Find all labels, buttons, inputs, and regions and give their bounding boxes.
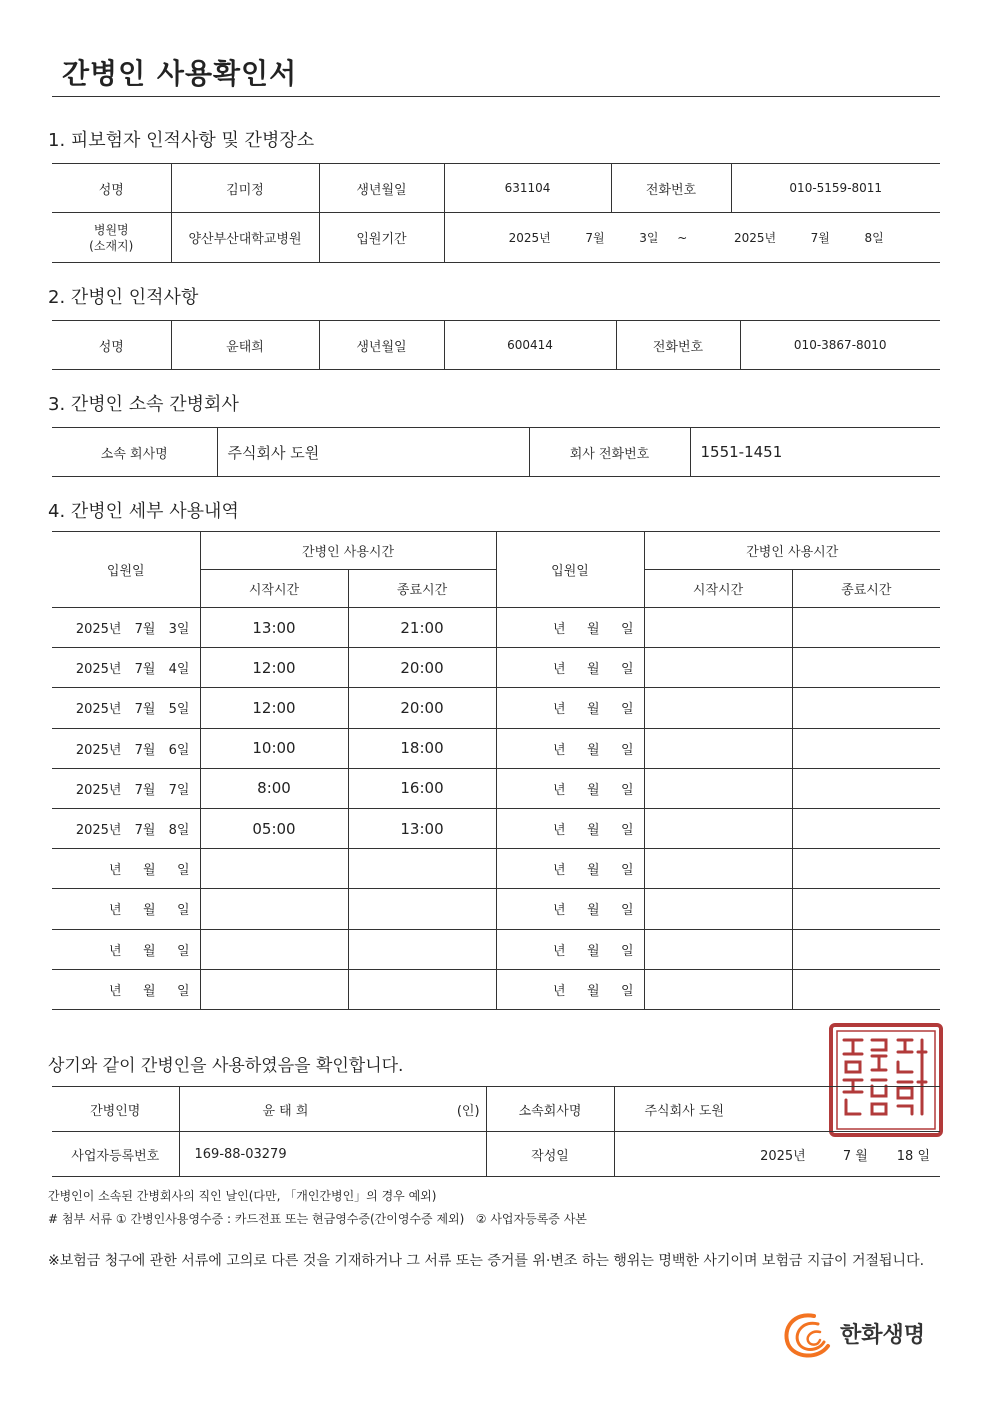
date-d: 일 (176, 943, 190, 959)
caregiver-name: 윤태희 (171, 321, 319, 370)
date-d: 일 (176, 903, 190, 919)
date-m: 7월 (134, 742, 156, 758)
usage-start-time-right (644, 808, 792, 848)
company-name-label: 소속 회사명 (52, 428, 217, 477)
usage-date-header-left: 입원일 (52, 532, 200, 608)
date-y: 년 (552, 742, 566, 758)
page-title: 간병인 사용확인서 (62, 57, 298, 90)
sign-company-name: 주식회사 도원 (614, 1087, 940, 1132)
usage-date-left (52, 688, 200, 728)
date-y: 년 (552, 863, 566, 879)
usage-end-time-left (348, 929, 496, 969)
usage-date-right (496, 768, 644, 808)
sign-date-day: 18 일 (896, 1148, 930, 1164)
sign-date-label: 작성일 (486, 1132, 614, 1177)
note-attachments: # 첨부 서류 ① 간병인사용영수증 : 카드전표 또는 현금영수증(간이영수증 제외) ② 사업자등록증 사본 (48, 1212, 587, 1226)
date-d: 일 (620, 943, 634, 959)
date-d: 8일 (168, 823, 190, 839)
usage-start-time-left (200, 889, 348, 929)
date-y: 2025년 (75, 702, 122, 718)
section-2-heading: 2. 간병인 인적사항 (48, 287, 199, 308)
usage-end-time-left: 13:00 (348, 808, 496, 848)
usage-start-time-left (200, 929, 348, 969)
date-y: 년 (108, 983, 122, 999)
caregiver-phone-label: 전화번호 (616, 321, 740, 370)
date-y: 2025년 (75, 622, 122, 638)
sign-date-month: 7 월 (842, 1148, 868, 1164)
date-y: 2025년 (75, 742, 122, 758)
date-y: 년 (552, 903, 566, 919)
usage-end-time-left (348, 849, 496, 889)
usage-start-header-left: 시작시간 (200, 570, 348, 608)
date-y: 년 (108, 903, 122, 919)
usage-start-time-right (644, 969, 792, 1009)
usage-end-time-left: 18:00 (348, 728, 496, 768)
sign-seal-mark: (인) (456, 1103, 480, 1119)
period-end-year: 2025년 (733, 230, 777, 245)
period-start-month: 7월 (585, 230, 605, 245)
date-m: 월 (586, 823, 600, 839)
usage-end-time-left (348, 969, 496, 1009)
usage-date-left (52, 849, 200, 889)
date-m: 월 (586, 622, 600, 638)
date-d: 3일 (168, 622, 190, 638)
date-m: 월 (586, 983, 600, 999)
date-y: 년 (552, 943, 566, 959)
usage-date-right (496, 969, 644, 1009)
usage-end-time-right (792, 728, 940, 768)
usage-date-right (496, 688, 644, 728)
date-y: 년 (552, 823, 566, 839)
usage-time-header-left: 간병인 사용시간 (200, 532, 496, 570)
usage-row (52, 688, 940, 728)
section-4-heading: 4. 간병인 세부 사용내역 (48, 501, 239, 522)
insured-phone-label: 전화번호 (611, 164, 731, 213)
insured-name-label: 성명 (52, 164, 171, 213)
date-m: 7월 (134, 662, 156, 678)
usage-row (52, 969, 940, 1009)
date-y: 년 (552, 622, 566, 638)
date-y: 년 (552, 662, 566, 678)
date-d: 일 (620, 782, 634, 798)
date-d: 일 (620, 622, 634, 638)
date-d: 일 (176, 863, 190, 879)
date-y: 2025년 (75, 782, 122, 798)
hospital-name: 양산부산대학교병원 (171, 213, 319, 263)
date-m: 월 (586, 903, 600, 919)
admission-period (444, 213, 940, 263)
date-m: 월 (142, 983, 156, 999)
company-table (52, 427, 940, 477)
usage-end-time-left: 16:00 (348, 768, 496, 808)
date-m: 7월 (134, 823, 156, 839)
usage-date-left (52, 929, 200, 969)
date-d: 일 (176, 983, 190, 999)
date-d: 일 (620, 742, 634, 758)
caregiver-birth: 600414 (444, 321, 616, 370)
usage-start-time-left: 13:00 (200, 608, 348, 648)
date-d: 일 (620, 863, 634, 879)
usage-date-right (496, 889, 644, 929)
date-d: 4일 (168, 662, 190, 678)
date-m: 월 (586, 742, 600, 758)
title-divider (52, 96, 940, 97)
usage-row (52, 889, 940, 929)
period-start-day: 3일 (639, 230, 659, 245)
insured-name: 김미정 (171, 164, 319, 213)
usage-end-time-right (792, 929, 940, 969)
sign-caregiver-label: 간병인명 (52, 1087, 179, 1132)
usage-end-time-right (792, 969, 940, 1009)
date-d: 일 (620, 823, 634, 839)
date-y: 년 (552, 702, 566, 718)
caregiver-name-label: 성명 (52, 321, 171, 370)
sign-date-year: 2025년 (760, 1148, 806, 1164)
date-m: 월 (586, 662, 600, 678)
sign-bizno-label: 사업자등록번호 (52, 1132, 179, 1177)
caregiver-table (52, 320, 940, 370)
fraud-warning: ※보험금 청구에 관한 서류에 고의로 다른 것을 기재하거나 그 서류 또는 증거를 위·변조 하는 행위는 명백한 사기이며 보험금 지급이 거절됩니다. (48, 1253, 925, 1269)
brand-name: 한화생명 (840, 1323, 926, 1348)
hanwha-logo-icon (780, 1310, 836, 1362)
usage-start-time-right (644, 768, 792, 808)
sign-company-label: 소속회사명 (486, 1087, 614, 1132)
usage-row (52, 728, 940, 768)
usage-start-time-left: 05:00 (200, 808, 348, 848)
caregiver-phone: 010-3867-8010 (740, 321, 940, 370)
usage-date-right (496, 929, 644, 969)
usage-end-time-right (792, 688, 940, 728)
usage-end-time-right (792, 808, 940, 848)
date-m: 월 (586, 863, 600, 879)
usage-time-header-right: 간병인 사용시간 (644, 532, 940, 570)
insured-birth-label: 생년월일 (319, 164, 444, 213)
period-start-year: 2025년 (508, 230, 551, 245)
usage-row (52, 929, 940, 969)
usage-start-time-right (644, 688, 792, 728)
date-y: 년 (108, 863, 122, 879)
date-d: 일 (620, 903, 634, 919)
company-phone-label: 회사 전화번호 (529, 428, 690, 477)
hospital-label-line2: (소재지) (89, 238, 134, 253)
date-m: 월 (586, 782, 600, 798)
insured-birth: 631104 (444, 164, 611, 213)
date-d: 일 (620, 983, 634, 999)
note-seal: 간병인이 소속된 간병회사의 직인 날인(다만, 「개인간병인」의 경우 예외) (48, 1189, 437, 1203)
date-y: 2025년 (75, 823, 122, 839)
usage-start-time-right (644, 728, 792, 768)
sign-bizno: 169-88-03279 (179, 1132, 486, 1177)
usage-date-right (496, 648, 644, 688)
usage-date-left (52, 969, 200, 1009)
usage-end-time-right (792, 889, 940, 929)
usage-date-left (52, 768, 200, 808)
date-d: 7일 (168, 782, 190, 798)
usage-start-time-right (644, 929, 792, 969)
usage-end-header-left: 종료시간 (348, 570, 496, 608)
date-y: 년 (552, 782, 566, 798)
usage-start-time-left: 12:00 (200, 688, 348, 728)
usage-start-time-right (644, 608, 792, 648)
date-m: 7월 (134, 702, 156, 718)
signature-table (52, 1086, 940, 1177)
period-end-day: 8일 (864, 230, 884, 245)
usage-start-time-right (644, 648, 792, 688)
usage-end-time-left: 21:00 (348, 608, 496, 648)
section-1-heading: 1. 피보험자 인적사항 및 간병장소 (48, 130, 315, 151)
sign-date (614, 1132, 940, 1177)
usage-start-time-right (644, 849, 792, 889)
period-end-month: 7월 (810, 230, 830, 245)
insured-phone: 010-5159-8011 (731, 164, 940, 213)
usage-row (52, 768, 940, 808)
date-m: 7월 (134, 622, 156, 638)
usage-date-right (496, 728, 644, 768)
usage-start-time-left: 10:00 (200, 728, 348, 768)
date-m: 월 (142, 943, 156, 959)
company-phone: 1551-1451 (690, 428, 940, 477)
usage-date-right (496, 849, 644, 889)
section-3-heading: 3. 간병인 소속 간병회사 (48, 394, 239, 415)
usage-end-time-left: 20:00 (348, 688, 496, 728)
usage-date-left (52, 728, 200, 768)
date-m: 월 (142, 863, 156, 879)
usage-start-header-right: 시작시간 (644, 570, 792, 608)
sign-caregiver-cell (179, 1087, 486, 1132)
date-y: 년 (552, 983, 566, 999)
date-d: 일 (620, 662, 634, 678)
date-d: 5일 (168, 702, 190, 718)
company-name: 주식회사 도원 (217, 428, 529, 477)
usage-start-time-left (200, 849, 348, 889)
insured-table (52, 163, 940, 263)
period-separator: ~ (677, 230, 688, 245)
usage-end-header-right: 종료시간 (792, 570, 940, 608)
sign-caregiver-name: 윤 태 희 (262, 1103, 309, 1119)
usage-start-time-left: 8:00 (200, 768, 348, 808)
date-m: 7월 (134, 782, 156, 798)
confirmation-statement: 상기와 같이 간병인을 사용하였음을 확인합니다. (48, 1056, 404, 1076)
hospital-label-line1: 병원명 (93, 222, 129, 237)
usage-row (52, 648, 940, 688)
usage-row (52, 849, 940, 889)
usage-date-left (52, 808, 200, 848)
usage-date-left (52, 889, 200, 929)
usage-row (52, 608, 940, 648)
usage-table (52, 531, 940, 1010)
usage-start-time-right (644, 889, 792, 929)
period-label: 입원기간 (319, 213, 444, 263)
usage-end-time-right (792, 768, 940, 808)
date-d: 6일 (168, 742, 190, 758)
usage-date-header-right: 입원일 (496, 532, 644, 608)
usage-start-time-left: 12:00 (200, 648, 348, 688)
date-y: 년 (108, 943, 122, 959)
usage-date-left (52, 648, 200, 688)
usage-row (52, 808, 940, 848)
usage-end-time-left (348, 889, 496, 929)
usage-date-right (496, 608, 644, 648)
caregiver-birth-label: 생년월일 (319, 321, 444, 370)
usage-end-time-right (792, 608, 940, 648)
usage-start-time-left (200, 969, 348, 1009)
hospital-label (52, 213, 171, 263)
date-m: 월 (586, 943, 600, 959)
date-y: 2025년 (75, 662, 122, 678)
date-d: 일 (620, 702, 634, 718)
date-m: 월 (586, 702, 600, 718)
usage-end-time-right (792, 648, 940, 688)
usage-end-time-right (792, 849, 940, 889)
date-m: 월 (142, 903, 156, 919)
usage-date-right (496, 808, 644, 848)
usage-end-time-left: 20:00 (348, 648, 496, 688)
usage-date-left (52, 608, 200, 648)
